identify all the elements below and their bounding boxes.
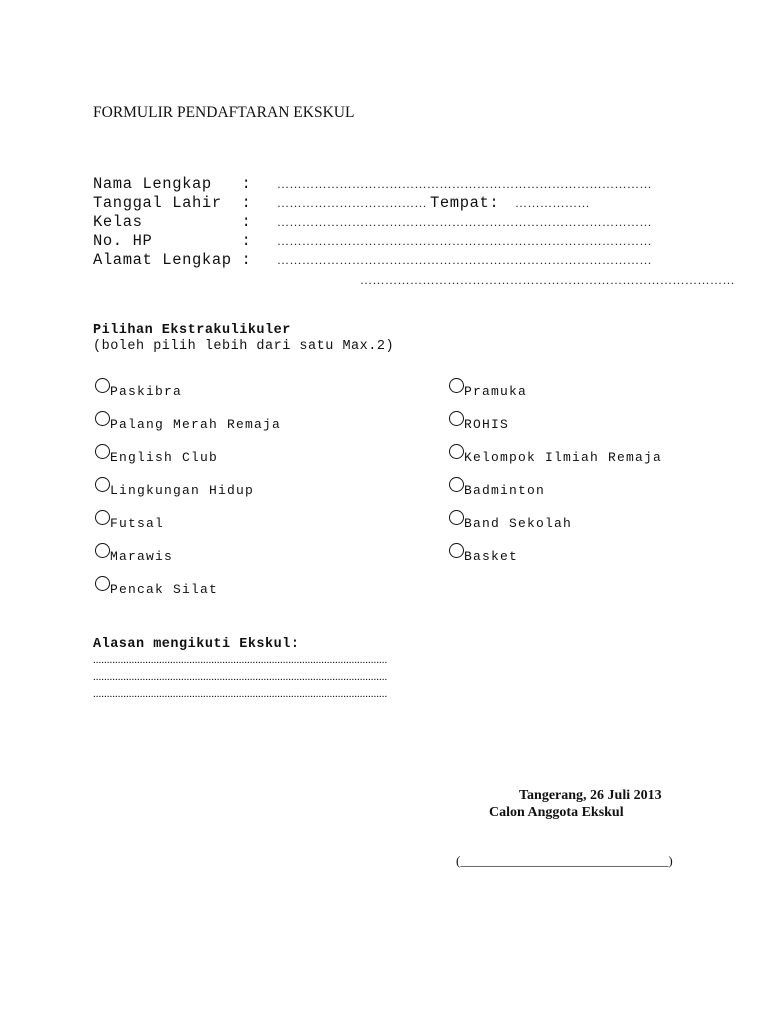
radio-circle-icon[interactable] (449, 510, 464, 525)
option-kelompok-ilmiah-remaja[interactable] (449, 444, 662, 468)
option-pencak-silat[interactable] (95, 576, 218, 600)
hp-label: No. HP : (93, 232, 252, 250)
tempat-label: Tempat: (430, 194, 500, 212)
radio-circle-icon[interactable] (449, 444, 464, 459)
alamat-input-line[interactable]: ……………………………………………………………………………… (277, 253, 652, 267)
option-palang-merah-remaja[interactable] (95, 411, 281, 435)
radio-circle-icon[interactable] (95, 444, 110, 459)
option-pramuka[interactable] (449, 378, 527, 402)
alasan-line[interactable]: ........................................................................................................... (93, 654, 388, 666)
option-label: Futsal (110, 516, 165, 531)
option-label: English Club (110, 450, 219, 465)
tanggal-label: Tanggal Lahir : (93, 194, 252, 212)
option-badminton[interactable] (449, 477, 545, 501)
radio-circle-icon[interactable] (449, 543, 464, 558)
option-label: Pramuka (464, 384, 528, 399)
option-label: Palang Merah Remaja (110, 417, 282, 432)
option-label: Basket (464, 549, 519, 564)
radio-circle-icon[interactable] (95, 411, 110, 426)
option-label: Lingkungan Hidup (110, 483, 255, 498)
option-label: Badminton (464, 483, 546, 498)
radio-circle-icon[interactable] (95, 477, 110, 492)
hp-input-line[interactable]: ……………………………………………………………………………… (277, 234, 652, 248)
tanggal-input-line[interactable]: ……………………………… (277, 196, 427, 210)
radio-circle-icon[interactable] (95, 378, 110, 393)
radio-circle-icon[interactable] (449, 477, 464, 492)
option-label: Band Sekolah (464, 516, 573, 531)
radio-circle-icon[interactable] (95, 576, 110, 591)
option-lingkungan-hidup[interactable] (95, 477, 254, 501)
option-band-sekolah[interactable] (449, 510, 572, 534)
alamat-input-line-2[interactable]: ……………………………………………………………………………… (360, 273, 735, 287)
radio-circle-icon[interactable] (95, 543, 110, 558)
nama-label: Nama Lengkap : (93, 175, 252, 193)
option-paskibra[interactable] (95, 378, 182, 402)
option-label: ROHIS (464, 417, 510, 432)
place-date: Tangerang, 26 Juli 2013 (519, 788, 662, 803)
alasan-line[interactable]: ........................................................................................................... (93, 688, 388, 700)
option-label: Kelompok Ilmiah Remaja (464, 450, 663, 465)
signature-blank[interactable]: (________________________________) (456, 853, 673, 868)
tempat-input-line[interactable]: ……………… (515, 196, 590, 210)
nama-input-line[interactable]: ……………………………………………………………………………… (277, 177, 652, 191)
signer-role: Calon Anggota Ekskul (489, 805, 624, 820)
option-english-club[interactable] (95, 444, 218, 468)
option-label: Pencak Silat (110, 582, 219, 597)
option-basket[interactable] (449, 543, 518, 567)
option-label: Marawis (110, 549, 174, 564)
radio-circle-icon[interactable] (449, 411, 464, 426)
option-futsal[interactable] (95, 510, 164, 534)
kelas-input-line[interactable]: ……………………………………………………………………………… (277, 215, 652, 229)
form-title: FORMULIR PENDAFTARAN EKSKUL (93, 104, 355, 121)
option-rohis[interactable] (449, 411, 509, 435)
alamat-label: Alamat Lengkap : (93, 251, 252, 269)
option-marawis[interactable] (95, 543, 173, 567)
radio-circle-icon[interactable] (95, 510, 110, 525)
alasan-heading: Alasan mengikuti Ekskul: (93, 637, 300, 652)
pilihan-subheading: (boleh pilih lebih dari satu Max.2) (93, 339, 395, 354)
option-label: Paskibra (110, 384, 183, 399)
pilihan-heading: Pilihan Ekstrakulikuler (93, 323, 291, 338)
kelas-label: Kelas : (93, 213, 252, 231)
alasan-line[interactable]: ........................................................................................................... (93, 671, 388, 683)
radio-circle-icon[interactable] (449, 378, 464, 393)
